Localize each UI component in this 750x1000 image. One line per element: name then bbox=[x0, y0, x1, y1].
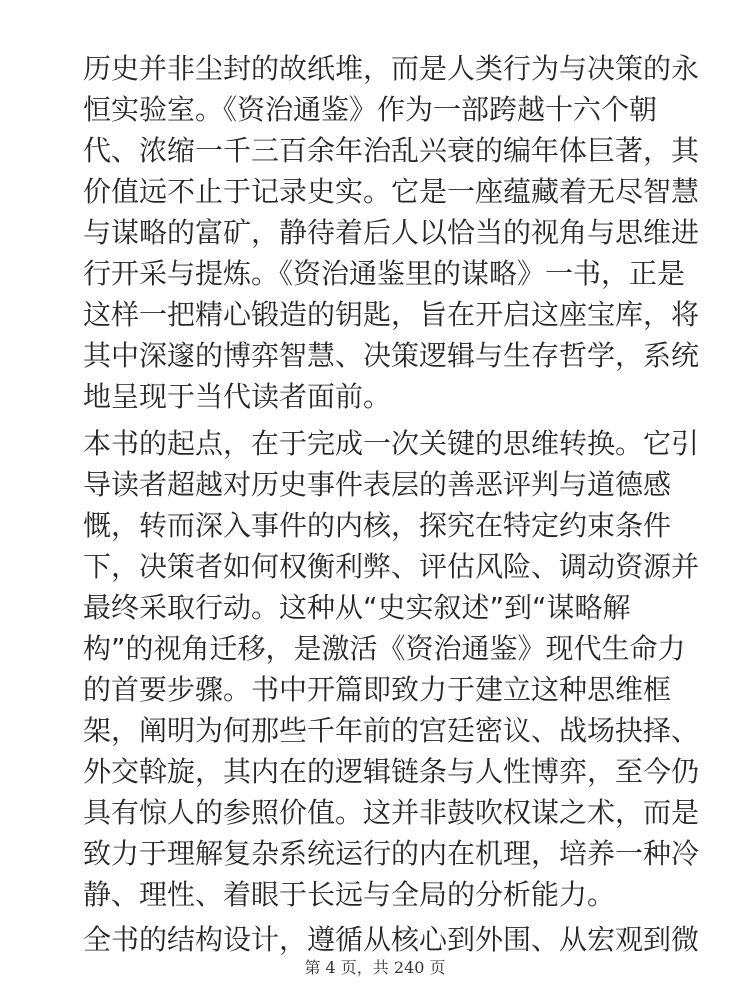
paragraph-1-line-4: 价值远不止于记录史实。它是一座蕴藏着无尽智慧 bbox=[83, 175, 700, 208]
page-number-footer: 第 4 页，共 240 页 bbox=[304, 958, 446, 977]
paragraph-3-line-1: 全书的结构设计，遵循从核心到外围、从宏观到微 bbox=[83, 923, 700, 956]
paragraph-1-line-6: 行开采与提炼。《资治通鉴里的谋略》一书，正是 bbox=[83, 257, 686, 290]
paragraph-2-line-12: 静、理性、着眼于长远与全局的分析能力。 bbox=[83, 878, 616, 911]
paragraph-2-line-5: 最终采取行动。这种从“史实叙述”到“谋略解 bbox=[83, 591, 631, 624]
paragraph-2-line-1: 本书的起点，在于完成一次关键的思维转换。它引 bbox=[83, 427, 700, 460]
paragraph-2-line-4: 下，决策者如何权衡利弊、评估风险、调动资源并 bbox=[83, 550, 700, 583]
paragraph-2-line-11: 致力于理解复杂系统运行的内在机理，培养一种冷 bbox=[83, 837, 700, 870]
paragraph-2-line-10: 具有惊人的参照价值。这并非鼓吹权谋之术，而是 bbox=[83, 796, 700, 829]
paragraph-1-line-1: 历史并非尘封的故纸堆，而是人类行为与决策的永 bbox=[83, 52, 700, 85]
paragraph-2-line-7: 的首要步骤。书中开篇即致力于建立这种思维框 bbox=[83, 673, 672, 706]
paragraph-1-line-8: 其中深邃的博弈智慧、决策逻辑与生存哲学，系统 bbox=[83, 339, 700, 372]
paragraph-2-line-8: 架，阐明为何那些千年前的宫廷密议、战场抉择、 bbox=[83, 714, 700, 747]
paragraph-2-line-2: 导读者超越对历史事件表层的善恶评判与道德感 bbox=[83, 468, 672, 501]
paragraph-2-line-3: 慨，转而深入事件的内核，探究在特定约束条件 bbox=[83, 509, 672, 542]
paragraph-1-line-9: 地呈现于当代读者面前。 bbox=[83, 380, 392, 413]
paragraph-1-line-5: 与谋略的富矿，静待着后人以恰当的视角与思维进 bbox=[83, 216, 700, 249]
paragraph-2-line-9: 外交斡旋，其内在的逻辑链条与人性博弈，至今仍 bbox=[83, 755, 700, 788]
paragraph-1-line-3: 代、浓缩一千三百余年治乱兴衰的编年体巨著，其 bbox=[83, 134, 700, 167]
paragraph-2-line-6: 构”的视角迁移，是激活《资治通鉴》现代生命力 bbox=[83, 632, 686, 665]
paragraph-1-line-7: 这样一把精心锻造的钥匙，旨在开启这座宝库，将 bbox=[83, 298, 700, 331]
paragraph-1-line-2: 恒实验室。《资治通鉴》作为一部跨越十六个朝 bbox=[83, 93, 658, 126]
